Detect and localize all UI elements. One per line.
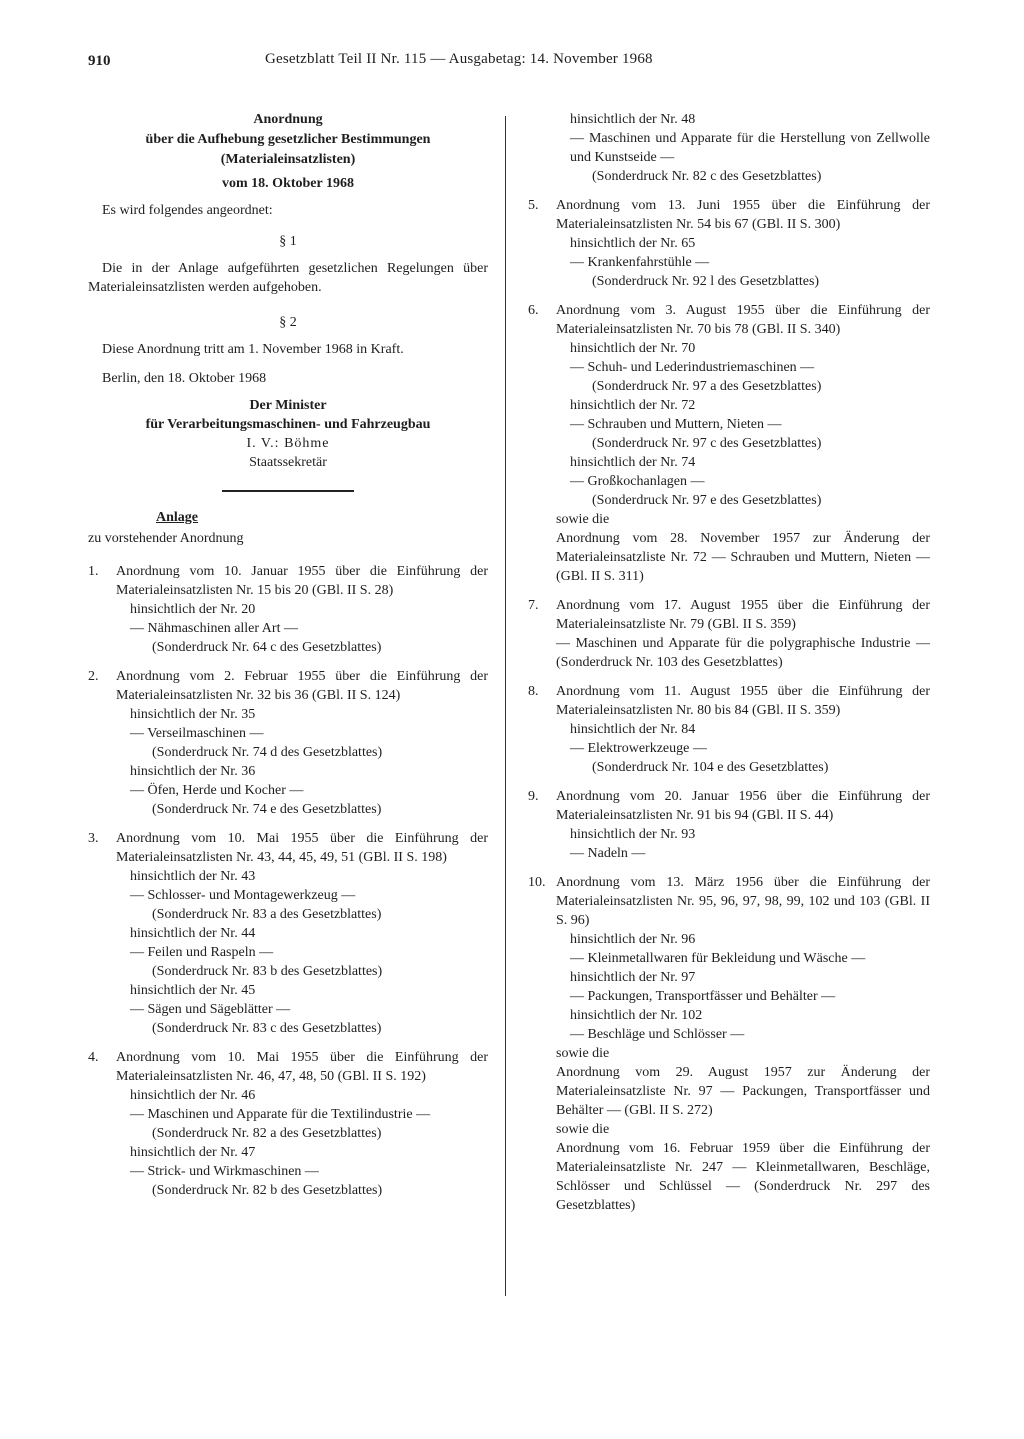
item-subject: — Großkochanlagen — (570, 474, 705, 489)
signature-role: Staatssekretär (249, 455, 327, 470)
item-number: 4. (88, 1050, 99, 1065)
annex-item (88, 562, 488, 657)
annex-item (528, 682, 930, 777)
item-source: (Sonderdruck Nr. 104 e des Gesetzblattes) (592, 760, 829, 775)
item-text: Anordnung vom 17. August 1955 über die Einführung der Materialeinsatzliste Nr. 79 (GBl. II S. 359) (556, 598, 930, 632)
item-reference: hinsichtlich der Nr. 43 (130, 869, 256, 884)
item-reference: hinsichtlich der Nr. 46 (130, 1088, 256, 1103)
item-note: sowie die (556, 512, 610, 527)
item-subject: — Nähmaschinen aller Art — (130, 621, 298, 636)
item-subject: — Maschinen und Apparate für die Herstellung von Zellwolle und Kunstseide — (570, 131, 930, 165)
item-subject: — Verseilmaschinen — (130, 726, 264, 741)
item-number: 7. (528, 598, 539, 613)
decree-date: vom 18. Oktober 1968 (222, 176, 354, 191)
item-subject: — Beschläge und Schlösser — (570, 1027, 745, 1042)
section-heading: § 2 (279, 315, 297, 330)
item-source: (Sonderdruck Nr. 97 c des Gesetzblattes) (592, 436, 822, 451)
item-note: sowie die (556, 1046, 610, 1061)
page-number: 910 (88, 53, 111, 69)
item-reference: hinsichtlich der Nr. 45 (130, 983, 256, 998)
item-reference: hinsichtlich der Nr. 102 (570, 1008, 703, 1023)
item-number: 6. (528, 303, 539, 318)
item-subject: — Elektrowerkzeuge — (570, 741, 707, 756)
signature-ministry: für Verarbeitungsmaschinen- und Fahrzeugbau (145, 417, 431, 432)
item-text: Anordnung vom 13. März 1956 über die Einführung der Materialeinsatzlisten Nr. 95, 96, 97, 98, 99, 102 und 103 (GBl. II S. 96) (556, 875, 930, 928)
item-reference: hinsichtlich der Nr. 20 (130, 602, 256, 617)
annex-item (88, 1048, 488, 1200)
item-reference: hinsichtlich der Nr. 35 (130, 707, 256, 722)
item-number: 9. (528, 789, 539, 804)
place-date: Berlin, den 18. Oktober 1968 (102, 371, 267, 386)
section-text: Die in der Anlage aufgeführten gesetzlichen Regelungen über Materialeinsatzlisten werden aufgehoben. (88, 261, 488, 295)
left-column (88, 110, 488, 1210)
item-number: 8. (528, 684, 539, 699)
item-text: Anordnung vom 10. Mai 1955 über die Einführung der Materialeinsatzlisten Nr. 43, 44, 45, 49, 51 (GBl. II S. 198) (116, 831, 488, 865)
annex-title: Anlage (156, 510, 198, 525)
item-source: (Sonderdruck Nr. 97 e des Gesetzblattes) (592, 493, 822, 508)
item-subject: — Schlosser- und Montagewerkzeug — (130, 888, 356, 903)
item-text: Anordnung vom 20. Januar 1956 über die Einführung der Materialeinsatzlisten Nr. 91 bis 94 (GBl. II S. 44) (556, 789, 930, 823)
item-reference: hinsichtlich der Nr. 84 (570, 722, 696, 737)
item-note: sowie die (556, 1122, 610, 1137)
item-reference: hinsichtlich der Nr. 44 (130, 926, 256, 941)
column-divider (505, 116, 506, 1296)
item-number: 5. (528, 198, 539, 213)
annex-item-continuation (528, 110, 930, 186)
item-source: (Sonderdruck Nr. 82 b des Gesetzblattes) (152, 1183, 383, 1198)
annex-item (528, 301, 930, 586)
item-reference: hinsichtlich der Nr. 97 (570, 970, 696, 985)
section-text: Diese Anordnung tritt am 1. November 1968 in Kraft. (102, 342, 404, 357)
annex-list-right (528, 196, 930, 1215)
item-reference: hinsichtlich der Nr. 96 (570, 932, 696, 947)
signature-name: I. V.: Böhme (246, 436, 330, 451)
item-source: (Sonderdruck Nr. 74 e des Gesetzblattes) (152, 802, 382, 817)
item-subject: — Schrauben und Muttern, Nieten — (570, 417, 782, 432)
item-source: (Sonderdruck Nr. 82 a des Gesetzblattes) (152, 1126, 382, 1141)
item-subject: — Packungen, Transportfässer und Behälter — (570, 989, 836, 1004)
separator-rule (222, 490, 354, 492)
decree-title-line: über die Aufhebung gesetzlicher Bestimmungen (145, 132, 431, 147)
item-subject: — Öfen, Herde und Kocher — (130, 783, 304, 798)
decree-title-line: (Materialeinsatzlisten) (220, 152, 356, 167)
item-text: Anordnung vom 10. Januar 1955 über die Einführung der Materialeinsatzlisten Nr. 15 bis 20 (GBl. II S. 28) (116, 564, 488, 598)
item-reference: hinsichtlich der Nr. 93 (570, 827, 696, 842)
item-subject: — Maschinen und Apparate für die Textilindustrie — (130, 1107, 431, 1122)
item-text: Anordnung vom 3. August 1955 über die Einführung der Materialeinsatzlisten Nr. 70 bis 78 (GBl. II S. 340) (556, 303, 930, 337)
item-note: Anordnung vom 16. Februar 1959 über die Einführung der Materialeinsatzliste Nr. 247 — Kleinmetallwaren, Beschläge, Schlösser und Schlüssel — (Sonderdruck Nr. 297 des Gesetzblattes) (556, 1141, 930, 1213)
annex-item (528, 873, 930, 1215)
item-note: Anordnung vom 29. August 1957 zur Änderung der Materialeinsatzliste Nr. 97 — Packungen, Transportfässer und Behälter — (GBl. II S. 272) (556, 1065, 930, 1118)
item-reference: hinsichtlich der Nr. 65 (570, 236, 696, 251)
item-reference: hinsichtlich der Nr. 48 (570, 112, 696, 127)
item-reference: hinsichtlich der Nr. 36 (130, 764, 256, 779)
item-source: (Sonderdruck Nr. 83 b des Gesetzblattes) (152, 964, 383, 979)
item-number: 1. (88, 564, 99, 579)
decree-intro: Es wird folgendes angeordnet: (102, 203, 273, 218)
item-source: (Sonderdruck Nr. 82 c des Gesetzblattes) (592, 169, 822, 184)
item-subject: — Nadeln — (570, 846, 646, 861)
right-column (528, 110, 930, 1225)
item-subject: — Sägen und Sägeblätter — (130, 1002, 291, 1017)
item-source: (Sonderdruck Nr. 64 c des Gesetzblattes) (152, 640, 382, 655)
annex-item (528, 787, 930, 863)
item-source: (Sonderdruck Nr. 92 l des Gesetzblattes) (592, 274, 820, 289)
item-source: (Sonderdruck Nr. 83 c des Gesetzblattes) (152, 1021, 382, 1036)
annex-list-left (88, 562, 488, 1200)
item-text: Anordnung vom 13. Juni 1955 über die Einführung der Materialeinsatzlisten Nr. 54 bis 67 (GBl. II S. 300) (556, 198, 930, 232)
annex-subtitle: zu vorstehender Anordnung (88, 531, 244, 546)
item-source: (Sonderdruck Nr. 74 d des Gesetzblattes) (152, 745, 383, 760)
item-source: (Sonderdruck Nr. 83 a des Gesetzblattes) (152, 907, 382, 922)
decree-title-line: Anordnung (253, 112, 323, 127)
item-subject: — Krankenfahrstühle — (570, 255, 710, 270)
item-reference: hinsichtlich der Nr. 47 (130, 1145, 256, 1160)
annex-item (88, 829, 488, 1038)
running-head: Gesetzblatt Teil II Nr. 115 — Ausgabetag: 14. November 1968 (265, 51, 653, 67)
item-subject: — Schuh- und Lederindustriemaschinen — (570, 360, 815, 375)
annex-item (528, 596, 930, 672)
item-text: Anordnung vom 10. Mai 1955 über die Einführung der Materialeinsatzlisten Nr. 46, 47, 48, 50 (GBl. II S. 192) (116, 1050, 488, 1084)
item-subject: — Kleinmetallwaren für Bekleidung und Wäsche — (570, 951, 866, 966)
item-note: — Maschinen und Apparate für die polygraphische Industrie — (Sonderdruck Nr. 103 des Gesetzblattes) (556, 636, 930, 670)
item-note: Anordnung vom 28. November 1957 zur Änderung der Materialeinsatzliste Nr. 72 — Schrauben und Muttern, Nieten — (GBl. II S. 311) (556, 531, 930, 584)
item-number: 3. (88, 831, 99, 846)
annex-item (88, 667, 488, 819)
item-text: Anordnung vom 2. Februar 1955 über die Einführung der Materialeinsatzlisten Nr. 32 bis 36 (GBl. II S. 124) (116, 669, 488, 703)
section-heading: § 1 (279, 234, 297, 249)
item-subject: — Feilen und Raspeln — (130, 945, 274, 960)
item-number: 2. (88, 669, 99, 684)
item-reference: hinsichtlich der Nr. 70 (570, 341, 696, 356)
item-reference: hinsichtlich der Nr. 74 (570, 455, 696, 470)
item-subject: — Strick- und Wirkmaschinen — (130, 1164, 319, 1179)
item-source: (Sonderdruck Nr. 97 a des Gesetzblattes) (592, 379, 822, 394)
signature-title: Der Minister (249, 398, 327, 413)
item-reference: hinsichtlich der Nr. 72 (570, 398, 696, 413)
item-number: 10. (528, 875, 546, 890)
annex-item (528, 196, 930, 291)
item-text: Anordnung vom 11. August 1955 über die Einführung der Materialeinsatzlisten Nr. 80 bis 84 (GBl. II S. 359) (556, 684, 930, 718)
